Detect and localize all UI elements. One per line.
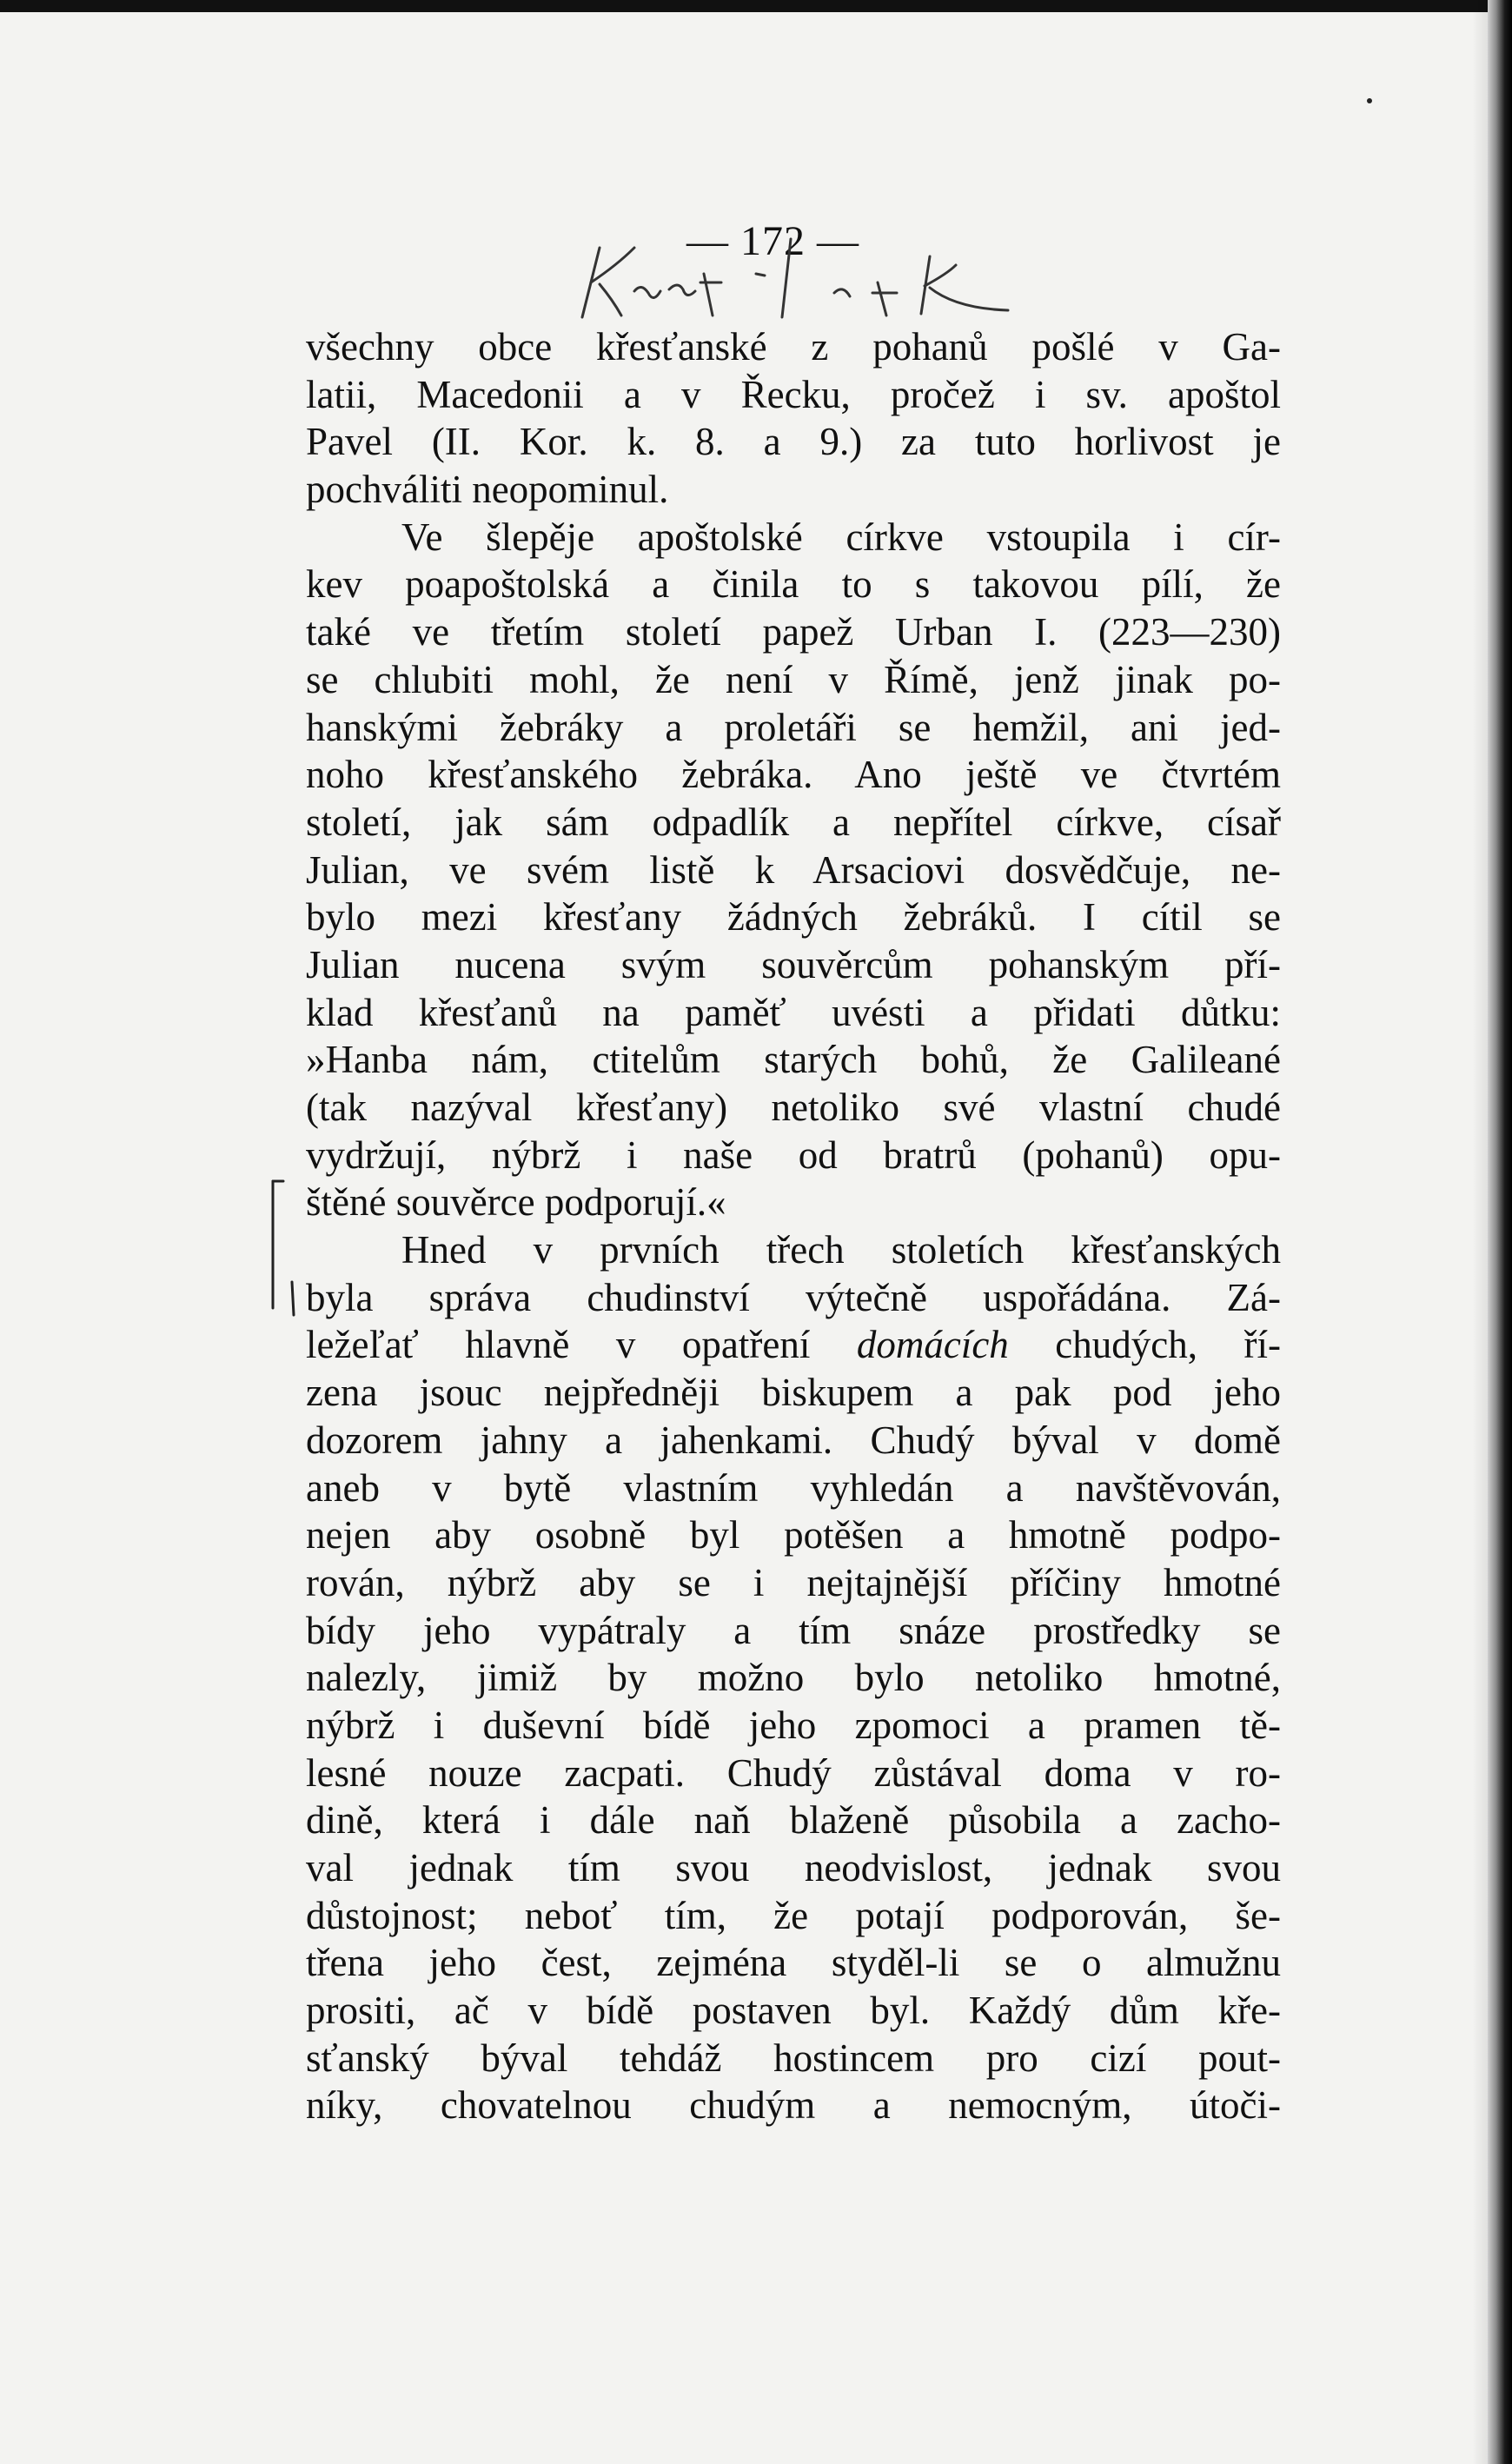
text-line: noho křesťanského žebráka. Ano ještě ve čtvrtém [306,753,1281,797]
margin-bracket-mark [266,1178,301,1317]
text-line: důstojnost; neboť tím, že potají podporován, še- [306,1893,1281,1937]
text-line: »Hanba nám, ctitelům starých bohů, že Galileané [306,1038,1281,1082]
page-number: 172 [740,218,806,264]
text-line: nejen aby osobně byl potěšen a hmotně podpo- [306,1513,1281,1557]
header-dash-right: — [817,218,859,264]
text-line: všechny obce křesťanské z pohanů pošlé v Ga- [306,325,1281,369]
text-line: zena jsouc nejpředněji biskupem a pak pod jeho [306,1371,1281,1415]
header-dash-left: — [686,218,729,264]
text-line: vydržují, nýbrž i naše od bratrů (pohanů) opu- [306,1132,1281,1177]
scan-right-edge [1488,0,1512,2464]
text-line: Ve šlepěje apoštolské církve vstoupila i cír- [401,515,1281,559]
scan-speck [1367,98,1372,103]
text-line: latii, Macedonii a v Řecku, pročež i sv. apoštol [306,372,1281,416]
text-line: ležeľať hlavně v opatření domácích chudých, ří- [306,1323,1281,1367]
text-line: lesné nouze zacpati. Chudý zůstával doma v ro- [306,1750,1281,1795]
text-line: val jednak tím svou neodvislost, jednak svou [306,1846,1281,1890]
text-line: nýbrž i duševní bídě jeho zpomoci a pramen tě- [306,1703,1281,1747]
text-line: se chlubiti mohl, že není v Římě, jenž jinak po- [306,657,1281,701]
text-line: dozorem jahny a jahenkami. Chudý býval v domě [306,1418,1281,1462]
text-line: také ve třetím století papež Urban I. (223—230) [306,610,1281,654]
text-line: kev poapoštolská a činila to s takovou pílí, že [306,562,1281,607]
italic-word: domácích [856,1323,1009,1367]
text-line: klad křesťanů na paměť uvésti a přidati důtku: [306,990,1281,1034]
scan-top-edge [0,0,1512,12]
text-line: století, jak sám odpadlík a nepřítel církve, císař [306,800,1281,844]
text-line: nalezly, jimiž by možno bylo netoliko hmotné, [306,1656,1281,1700]
text-line: níky, chovatelnou chudým a nemocným, útoči- [306,2083,1281,2128]
text-line: štěné souvěrce podporují.« [306,1180,726,1225]
text-line: pochváliti neopominul. [306,468,669,512]
text-line: Julian, ve svém listě k Arsaciovi dosvědčuje, ne- [306,847,1281,892]
handwritten-annotation [574,230,1025,326]
text-line: (tak nazýval křesťany) netoliko své vlastní chudé [306,1086,1281,1129]
text-line: rován, nýbrž aby se i nejtajnější příčiny hmotné [306,1560,1281,1604]
text-line: sťanský býval tehdáž hostincem pro cizí pout- [306,2036,1281,2080]
text-line: prositi, ač v bídě postaven byl. Každý dům kře- [306,1989,1281,2033]
text-line: Hned v prvních třech stoletích křesťanských [401,1228,1281,1272]
body-text [306,323,1281,2129]
text-line: třena jeho čest, zejména styděl-li se o almužnu [306,1941,1281,1985]
text-line: Pavel (II. Kor. k. 8. a 9.) za tuto horlivost je [306,420,1281,464]
text-line: Julian nucena svým souvěrcům pohanským pří- [306,942,1281,986]
text-line: bídy jeho vypátraly a tím snáze prostředky se [306,1608,1281,1652]
text-line: dině, která i dále naň blaženě působila a zacho- [306,1798,1281,1843]
text-line: hanskými žebráky a proletáři se hemžil, ani jed- [306,705,1281,749]
text-line: bylo mezi křesťany žádných žebráků. I cítil se [306,895,1281,940]
text-line: aneb v bytě vlastním vyhledán a navštěvován, [306,1465,1281,1510]
text-line: byla správa chudinství výtečně uspořádána. Zá- [306,1275,1281,1319]
